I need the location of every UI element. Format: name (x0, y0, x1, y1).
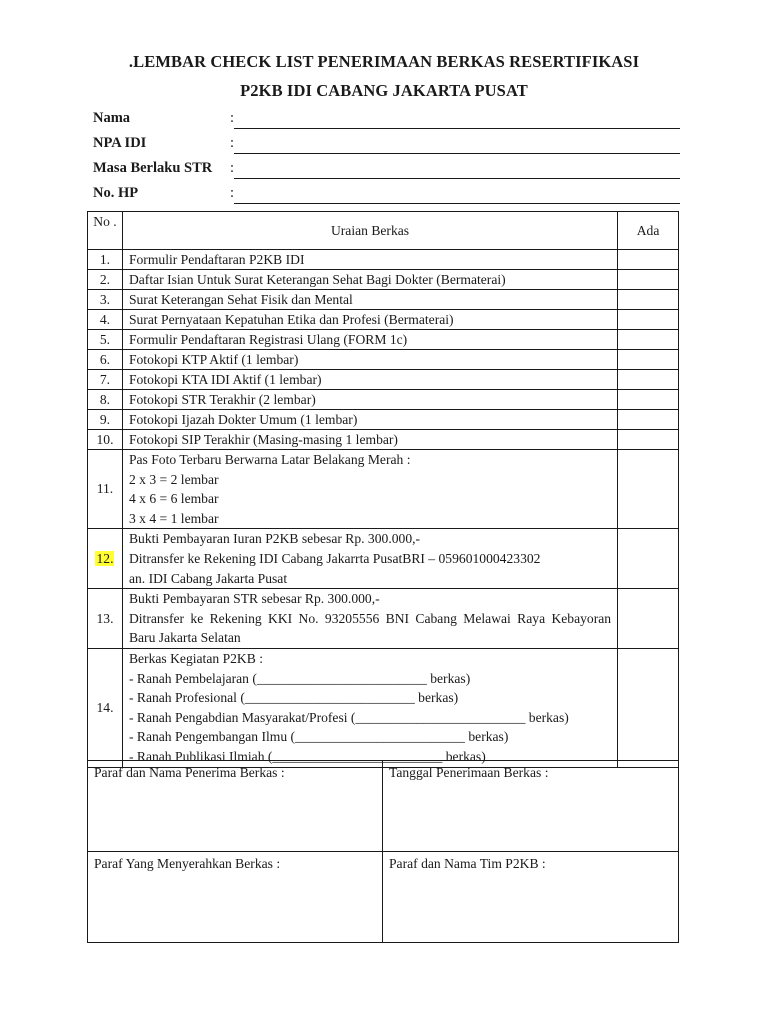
paraf-menyerahkan-box[interactable] (88, 852, 383, 943)
row-line: - Ranah Profesional (_________________________ berkas) (128, 690, 459, 706)
field-npa-idi (93, 135, 680, 155)
field-colon: : (230, 185, 235, 201)
row-number: 2. (88, 270, 123, 290)
row-number: 3. (88, 290, 123, 310)
header-ada: Ada (618, 212, 679, 250)
row-line: Ditransfer ke Rekening IDI Cabang Jakarrta PusatBRI – 059601000423302 (128, 550, 541, 566)
signature-label: Tanggal Penerimaan Berkas : (389, 765, 549, 780)
ada-checkbox-cell[interactable] (618, 330, 679, 350)
row-number: 5. (88, 330, 123, 350)
row-description (122, 450, 617, 529)
paraf-tim-box[interactable] (383, 852, 679, 943)
row-number: 6. (88, 350, 123, 370)
header-uraian: Uraian Berkas (122, 212, 617, 250)
ada-checkbox-cell[interactable] (618, 350, 679, 370)
row-line: Pas Foto Terbaru Berwarna Latar Belakang Merah : (128, 452, 411, 467)
field-colon: : (230, 135, 235, 151)
signature-label: Paraf dan Nama Tim P2KB : (389, 856, 546, 871)
table-row (88, 390, 679, 410)
row-description: Daftar Isian Untuk Surat Keterangan Sehat Bagi Dokter (Bermaterai) (122, 270, 617, 290)
signature-label: Paraf dan Nama Penerima Berkas : (94, 765, 285, 780)
row-number-cell (88, 529, 123, 589)
row-line: 4 x 6 = 6 lembar (128, 491, 219, 507)
row-line: - Ranah Pengembangan Ilmu (_________________________ berkas) (128, 729, 509, 745)
row-line: - Ranah Pengabdian Masyarakat/Profesi (_________________________ berkas) (128, 709, 569, 725)
ada-checkbox-cell[interactable] (618, 310, 679, 330)
table-row (88, 370, 679, 390)
field-label: Nama (93, 110, 131, 126)
row-description: Formulir Pendaftaran P2KB IDI (122, 250, 617, 270)
row-line: an. IDI Cabang Jakarta Pusat (128, 570, 288, 586)
header-no: No . (88, 212, 123, 250)
table-header-row (88, 212, 679, 250)
table-row (88, 410, 679, 430)
row-line: Berkas Kegiatan P2KB : (128, 650, 263, 666)
tanggal-penerimaan-box[interactable] (383, 761, 679, 852)
signature-label: Paraf Yang Menyerahkan Berkas : (94, 856, 281, 871)
row-number: 11. (88, 450, 123, 529)
table-row (88, 330, 679, 350)
row-number: 4. (88, 310, 123, 330)
row-description (122, 589, 617, 649)
field-colon: : (230, 110, 235, 126)
field-label: No. HP (93, 185, 139, 201)
row-description: Fotokopi SIP Terakhir (Masing-masing 1 lembar) (122, 430, 617, 450)
row-description: Fotokopi STR Terakhir (2 lembar) (122, 390, 617, 410)
field-nama (93, 110, 680, 130)
row-description: Formulir Pendaftaran Registrasi Ulang (FORM 1c) (122, 330, 617, 350)
row-number: 10. (88, 430, 123, 450)
row-number: 9. (88, 410, 123, 430)
ada-checkbox-cell[interactable] (618, 290, 679, 310)
row-line: - Ranah Publikasi Ilmiah (_________________________ berkas) (128, 748, 486, 764)
ada-checkbox-cell[interactable] (618, 410, 679, 430)
highlighted-row-number: 12. (96, 550, 114, 566)
field-label: Masa Berlaku STR (93, 160, 213, 176)
row-line: 2 x 3 = 2 lembar (128, 471, 219, 487)
row-description: Fotokopi Ijazah Dokter Umum (1 lembar) (122, 410, 617, 430)
checklist-table (87, 211, 679, 768)
row-description: Surat Keterangan Sehat Fisik dan Mental (122, 290, 617, 310)
field-masa-berlaku-str (93, 160, 680, 180)
field-no-hp (93, 185, 680, 205)
document-title-line-1: .LEMBAR CHECK LIST PENERIMAAN BERKAS RESERTIFIKASI (128, 52, 640, 71)
row-description (122, 529, 617, 589)
document-title-line-2: P2KB IDI CABANG JAKARTA PUSAT (240, 81, 528, 100)
fill-in-line[interactable] (234, 178, 680, 179)
row-number: 1. (88, 250, 123, 270)
fill-in-line[interactable] (234, 153, 680, 154)
row-line: - Ranah Pembelajaran (_________________________ berkas) (128, 670, 471, 686)
table-row (88, 648, 679, 767)
row-description: Surat Pernyataan Kepatuhan Etika dan Profesi (Bermaterai) (122, 310, 617, 330)
ada-checkbox-cell[interactable] (618, 370, 679, 390)
table-row (88, 430, 679, 450)
row-line: Ditransfer ke Rekening KKI No. 93205556 BNI Cabang Melawai Raya Kebayoran Baru Jakarta Selatan (128, 610, 612, 646)
ada-checkbox-cell[interactable] (618, 270, 679, 290)
ada-checkbox-cell[interactable] (618, 648, 679, 767)
row-number: 8. (88, 390, 123, 410)
signature-table (87, 760, 679, 943)
ada-checkbox-cell[interactable] (618, 450, 679, 529)
table-row (88, 450, 679, 529)
table-row (88, 270, 679, 290)
field-colon: : (230, 160, 235, 176)
ada-checkbox-cell[interactable] (618, 250, 679, 270)
table-row (88, 529, 679, 589)
row-line: 3 x 4 = 1 lembar (128, 510, 219, 526)
ada-checkbox-cell[interactable] (618, 589, 679, 649)
row-line: Bukti Pembayaran STR sebesar Rp. 300.000,- (128, 591, 380, 607)
table-row (88, 350, 679, 370)
table-row (88, 589, 679, 649)
row-number: 7. (88, 370, 123, 390)
ada-checkbox-cell[interactable] (618, 390, 679, 410)
signature-row (88, 761, 679, 852)
fill-in-line[interactable] (234, 128, 680, 129)
row-description (122, 648, 617, 767)
ada-checkbox-cell[interactable] (618, 430, 679, 450)
row-number: 14. (88, 648, 123, 767)
row-description: Fotokopi KTA IDI Aktif (1 lembar) (122, 370, 617, 390)
row-number: 13. (88, 589, 123, 649)
signature-row (88, 852, 679, 943)
fill-in-line[interactable] (234, 203, 680, 204)
row-line: Bukti Pembayaran Iuran P2KB sebesar Rp. 300.000,- (128, 531, 421, 547)
field-label: NPA IDI (93, 135, 147, 151)
paraf-penerima-box[interactable] (88, 761, 383, 852)
ada-checkbox-cell[interactable] (618, 529, 679, 589)
table-row (88, 310, 679, 330)
row-description: Fotokopi KTP Aktif (1 lembar) (122, 350, 617, 370)
table-row (88, 250, 679, 270)
table-row (88, 290, 679, 310)
